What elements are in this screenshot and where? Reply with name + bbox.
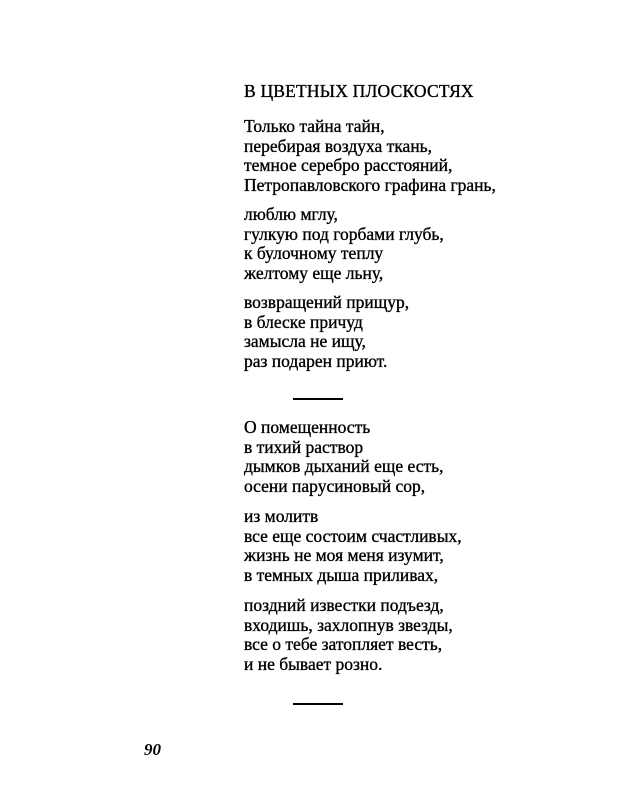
section-divider	[293, 703, 343, 705]
poem-line: все о тебе затопляет весть,	[244, 634, 443, 654]
poem-line: гулкую под горбами глубь,	[244, 223, 444, 244]
stanza-6	[244, 596, 453, 674]
poem-line: замысла не ищу,	[244, 331, 366, 351]
section-divider	[293, 398, 343, 400]
poem-line: осени парусиновый сор,	[244, 475, 426, 496]
poem-line: к булочному теплу	[244, 243, 384, 263]
poem-line: в тихий раствор	[244, 436, 364, 457]
stanza-4	[244, 418, 444, 496]
poem-line: поздний известки подъезд,	[244, 595, 444, 615]
poem-line: и не бывает розно.	[244, 653, 383, 674]
poem-line: возвращений прищур,	[244, 292, 410, 312]
poem-line: в темных дыша приливах,	[244, 564, 439, 585]
page-number: 90	[144, 740, 161, 759]
poem-line: желтому еще льну,	[244, 262, 384, 283]
stanza-3	[244, 293, 409, 371]
poem-line: перебирая воздуха ткань,	[244, 135, 433, 156]
poem-line: раз подарен приют.	[244, 350, 388, 371]
poem-line: в блеске причуд	[244, 311, 363, 332]
stanza-2	[244, 205, 444, 283]
poem-title: В ЦВЕТНЫХ ПЛОСКОСТЯХ	[244, 81, 474, 101]
poem-line: входишь, захлопнув звезды,	[244, 614, 453, 635]
poem-line: Только тайна тайн,	[244, 116, 385, 136]
poem-line: жизнь не моя меня изумит,	[244, 545, 444, 565]
poem-line: из молитв	[244, 506, 319, 526]
poem-line: Петропавловского графина грань,	[244, 174, 496, 195]
poem-line: дымков дыханий еще есть,	[244, 456, 444, 476]
poem-line: темное серебро расстояний,	[244, 155, 453, 175]
poem-line: все еще состоим счастливых,	[244, 525, 462, 546]
poem-line: О помещенность	[244, 417, 371, 437]
stanza-5	[244, 507, 462, 585]
poem-line: люблю мглу,	[244, 204, 338, 224]
stanza-1	[244, 117, 496, 195]
